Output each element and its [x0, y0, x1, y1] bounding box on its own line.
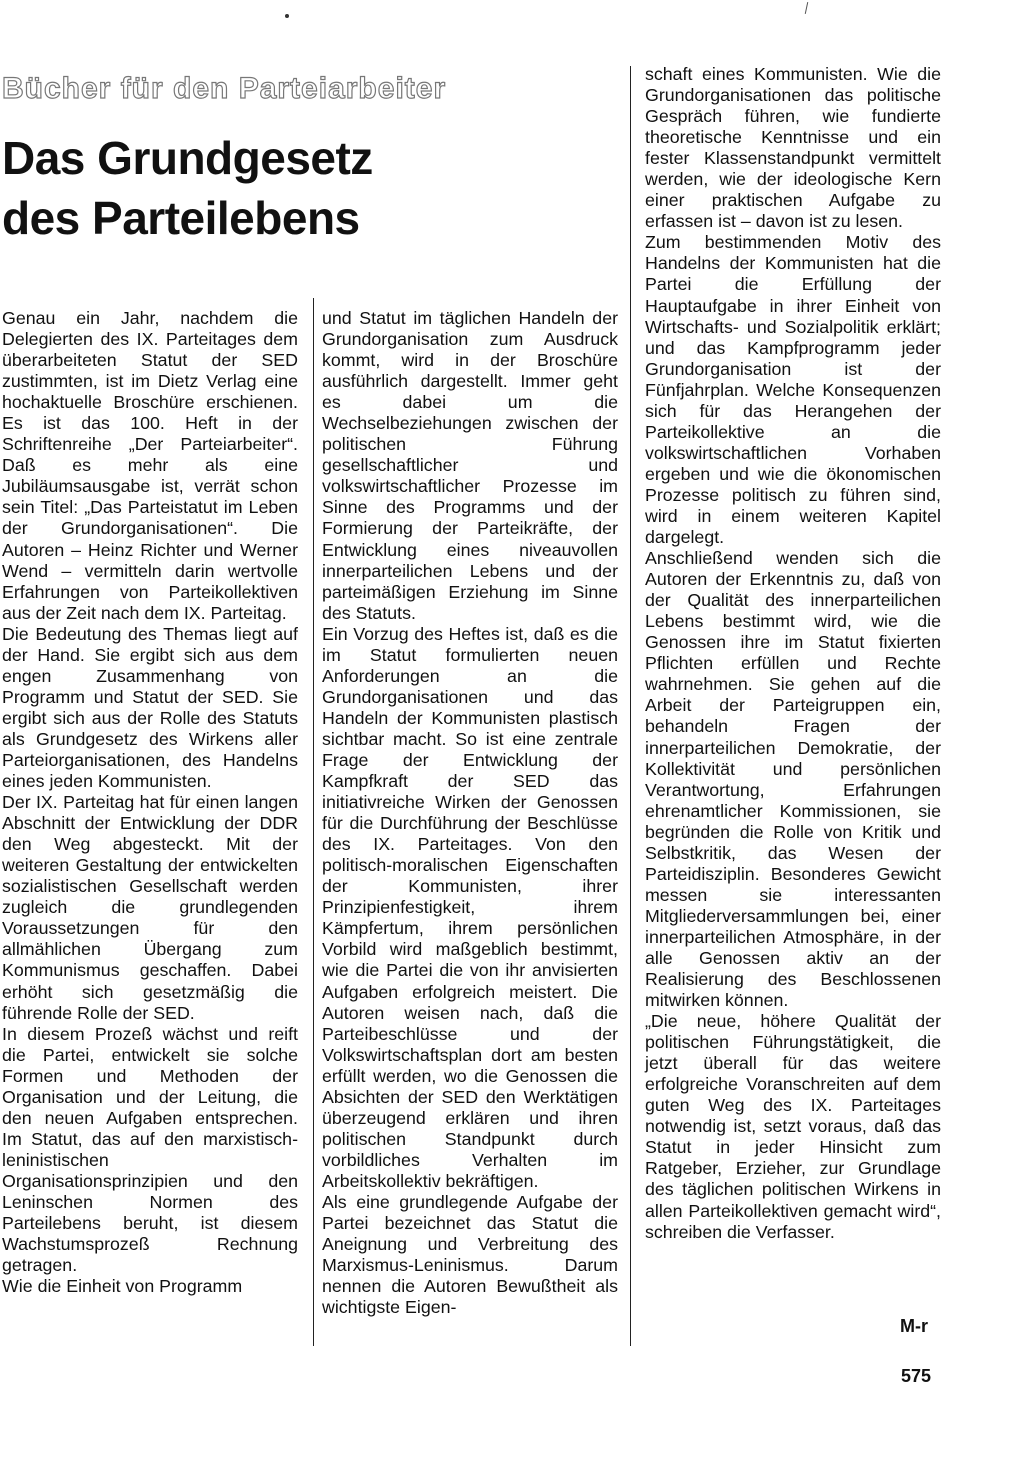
text-column-2	[322, 308, 618, 1318]
paragraph: Die Bedeutung des Themas liegt auf der Hand. Sie ergibt sich aus dem engen Zusammenhang von Programm und Statut der SED. Sie ergibt sich aus der Rolle des Statuts als Grundgesetz des Wirkens aller Parteiorganisationen, des Handelns eines jeden Kommunisten.	[2, 623, 298, 792]
series-kicker: Bücher für den Parteiarbeiter	[2, 72, 447, 105]
author-signature: M-r	[900, 1316, 928, 1336]
page-number: 575	[901, 1366, 932, 1386]
article-title	[2, 128, 602, 248]
article-title-line-1: Das Grundgesetz	[2, 132, 373, 184]
print-mark	[805, 2, 808, 14]
paragraph: Zum bestimmenden Motiv des Handelns der Kommunisten hat die Partei die Erfüllung der Hauptaufgabe in ihrer Einheit von Wirtschafts- und Sozialpolitik erklärt; und das Kampfprogramm jeder Grundorganisation ist der Fünfjahrplan. Welche Konsequenzen sich für das Herangehen der Parteikollektive an die volkswirtschaftlichen Vorhaben ergeben und wie die ökonomischen Prozesse politisch zu führen sind, wird in einem weiteren Kapitel dargelegt.	[645, 232, 941, 548]
print-speck	[285, 14, 289, 18]
paragraph: Als eine grundlegende Aufgabe der Partei bezeichnet das Statut die Aneignung und Verbreitung des Marxismus-Leninismus. Darum nennen die Autoren Bewußtheit als wichtigste Eigen-	[322, 1191, 618, 1318]
paragraph: schaft eines Kommunisten. Wie die Grundorganisationen das politische Gespräch führen, wie fundierte theoretische Kenntnisse und ein fester Klassenstandpunkt vermittelt werden, wie der ideologische Kern einer praktischen Aufgabe zu erfassen ist – davon ist zu lesen.	[645, 64, 941, 232]
column-divider-right	[630, 66, 631, 1346]
paragraph: und Statut im täglichen Handeln der Grundorganisation zum Ausdruck kommt, wird in der Broschüre ausführlich dargestellt. Immer geht es dabei um die Wechselbeziehungen zwischen der politischen Führung gesellschaftlicher und volkswirtschaftlicher Prozesse im Sinne des Programms und der Formierung der Parteikräfte, der Entwicklung eines niveauvollen innerparteilichen Lebens und der parteimäßigen Erziehung im Sinne des Statuts.	[322, 308, 618, 623]
paragraph: Wie die Einheit von Programm	[2, 1276, 243, 1297]
paragraph: Genau ein Jahr, nachdem die Delegierten des IX. Parteitages dem überarbeiteten Statut der SED zustimmten, ist im Dietz Verlag eine hochaktuelle Broschüre erschienen. Es ist das 100. Heft in der Schriftenreihe „Der Parteiarbeiter“. Daß es mehr als eine Jubiläumsausgabe ist, verrät schon sein Titel: „Das Parteistatut im Leben der Grundorganisationen“. Die Autoren – Heinz Richter und Werner Wend – vermitteln darin wertvolle Erfahrungen von Parteikollektiven aus der Zeit nach dem IX. Parteitag.	[2, 308, 298, 623]
paragraph: In diesem Prozeß wächst und reift die Partei, entwickelt sie solche Formen und Methoden der Organisation und der Leitung, die den neuen Aufgaben entsprechen. Im Statut, das auf den marxistisch-leninistischen Organisationsprinzipien und den Leninschen Normen des Parteilebens beruht, ist diesem Wachstumsprozeß Rechnung getragen.	[2, 1023, 298, 1276]
paragraph: Ein Vorzug des Heftes ist, daß es die im Statut formulierten neuen Anforderungen an die Grundorganisationen und das Handeln der Kommunisten plastisch sichtbar macht. So ist eine zentrale Frage der Entwicklung der Kampfkraft der SED das initiativreiche Wirken der Genossen für die Durchführung der Beschlüsse des IX. Parteitages. Von den politisch-moralischen Eigenschaften der Kommunisten, ihrer Prinzipienfestigkeit, ihrem Kämpfertum, ihrem persönlichen Vorbild wird maßgeblich bestimmt, wie die Partei die von ihr anvisierten Aufgaben erfolgreich meistert. Die Autoren weisen nach, daß die Parteibeschlüsse und der Volkswirtschaftsplan dort am besten erfüllt werden, wo die Genossen die Absichten der SED den Werktätigen überzeugend erklären und ihren politischen Standpunkt durch vorbildliches Verhalten im Arbeitskollektiv bekräftigen.	[322, 623, 618, 1191]
text-column-3	[645, 64, 941, 1243]
paragraph: „Die neue, höhere Qualität der politischen Führungstätigkeit, die jetzt überall für das weitere erfolgreiche Voranschreiten auf dem guten Weg des IX. Parteitages notwendig ist, setzt voraus, daß das Statut in jeder Hinsicht zum Ratgeber, Erzieher, zur Grundlage des täglichen politischen Wirkens in allen Parteikollektiven gemacht wird“, schreiben die Verfasser.	[645, 1011, 941, 1242]
paragraph: Anschließend wenden sich die Autoren der Erkenntnis zu, daß von der Qualität des innerparteilichen Lebens bestimmt wird, wie die Genossen ihre im Statut fixierten Pflichten erfüllen und Rechte wahrnehmen. Sie gehen auf die Arbeit der Parteigruppen ein, behandeln Fragen der innerparteilichen Demokratie, der Kollektivität und persönlichen Verantwortung, Erfahrungen ehrenamtlicher Kommissionen, sie begründen die Rolle von Kritik und Selbstkritik, das Wesen der Parteidisziplin. Besonderes Gewicht messen sie interessanten Mitgliederversammlungen bei, einer innerparteilichen Atmosphäre, in der alle Genossen aktiv an der Realisierung des Beschlossenen mitwirken können.	[645, 548, 941, 1011]
column-divider-left	[313, 298, 314, 1346]
paragraph: Der IX. Parteitag hat für einen langen Abschnitt der Entwicklung der DDR den Weg abgesteckt. Mit der weiteren Gestaltung der entwickelten sozialistischen Gesellschaft werden zugleich die grundlegenden Voraussetzungen für den allmählichen Übergang zum Kommunismus geschaffen. Dabei erhöht sich gesetzmäßig die führende Rolle der SED.	[2, 792, 298, 1023]
text-column-1	[2, 308, 298, 1297]
article-title-line-2: des Parteilebens	[2, 192, 360, 244]
